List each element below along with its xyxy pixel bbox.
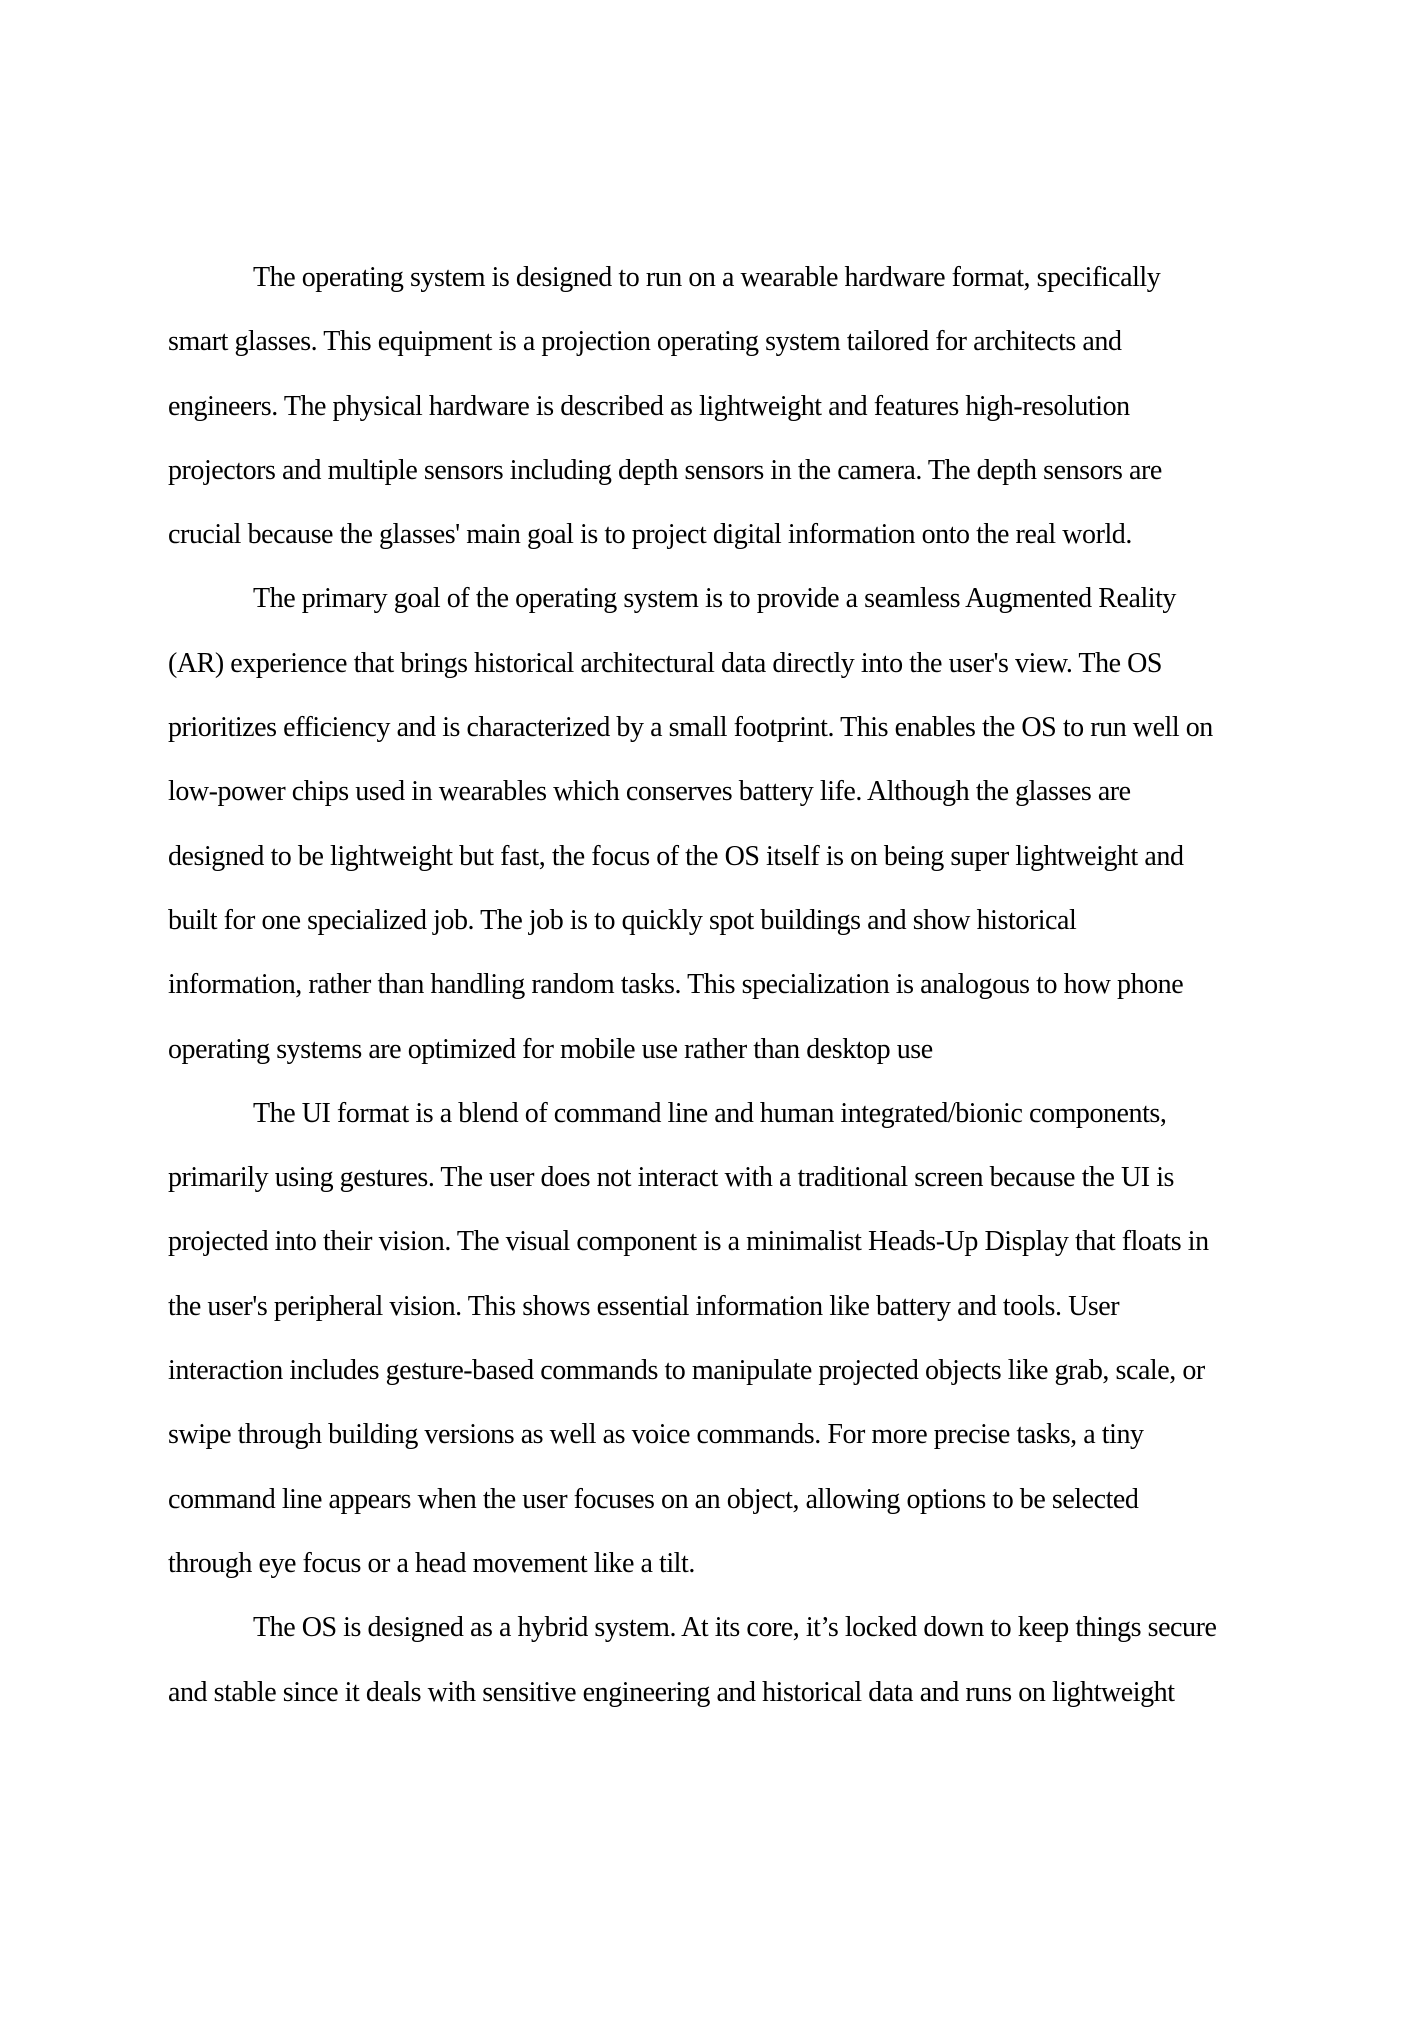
- text-line: interaction includes gesture-based commands to manipulate projected objects like grab, scale, or: [168, 1355, 1205, 1387]
- text-line: prioritizes efficiency and is characterized by a small footprint. This enables the OS to run well on: [168, 712, 1213, 744]
- paragraph: [168, 246, 1260, 567]
- text-line: The UI format is a blend of command line and human integrated/bionic components,: [253, 1097, 1167, 1129]
- text-line: crucial because the glasses' main goal is to project digital information onto the real world.: [168, 519, 1132, 551]
- text-line: The primary goal of the operating system is to provide a seamless Augmented Reality: [253, 583, 1176, 615]
- text-line: through eye focus or a head movement like a tilt.: [168, 1547, 695, 1579]
- paragraph: [168, 1082, 1260, 1596]
- text-line: low-power chips used in wearables which conserves battery life. Although the glasses are: [168, 776, 1131, 808]
- text-line: projectors and multiple sensors including depth sensors in the camera. The depth sensors are: [168, 454, 1162, 486]
- text-line: primarily using gestures. The user does not interact with a traditional screen because the UI is: [168, 1162, 1174, 1194]
- text-line: engineers. The physical hardware is described as lightweight and features high-resolution: [168, 390, 1130, 422]
- text-line: The operating system is designed to run on a wearable hardware format, specifically: [253, 262, 1161, 293]
- text-line: and stable since it deals with sensitive engineering and historical data and runs on lightweight: [168, 1676, 1175, 1708]
- text-line: designed to be lightweight but fast, the focus of the OS itself is on being super lightweight and: [168, 840, 1184, 872]
- text-line: operating systems are optimized for mobile use rather than desktop use: [168, 1033, 933, 1065]
- paragraph: [168, 1596, 1260, 1725]
- text-line: smart glasses. This equipment is a projection operating system tailored for architects and: [168, 326, 1122, 358]
- paragraph: [168, 567, 1260, 1081]
- text-line: built for one specialized job. The job is to quickly spot buildings and show historical: [168, 904, 1077, 936]
- text-line: the user's peripheral vision. This shows essential information like battery and tools. User: [168, 1290, 1120, 1322]
- text-line: command line appears when the user focuses on an object, allowing options to be selected: [168, 1483, 1139, 1515]
- text-line: swipe through building versions as well as voice commands. For more precise tasks, a tiny: [168, 1419, 1144, 1451]
- text-line: projected into their vision. The visual component is a minimalist Heads-Up Display that floats in: [168, 1226, 1209, 1258]
- text-line: (AR) experience that brings historical architectural data directly into the user's view. The OS: [168, 647, 1163, 679]
- text-line: information, rather than handling random tasks. This specialization is analogous to how phone: [168, 969, 1184, 1001]
- document-body: [168, 246, 1260, 1725]
- text-line: The OS is designed as a hybrid system. At its core, it’s locked down to keep things secure: [253, 1612, 1217, 1644]
